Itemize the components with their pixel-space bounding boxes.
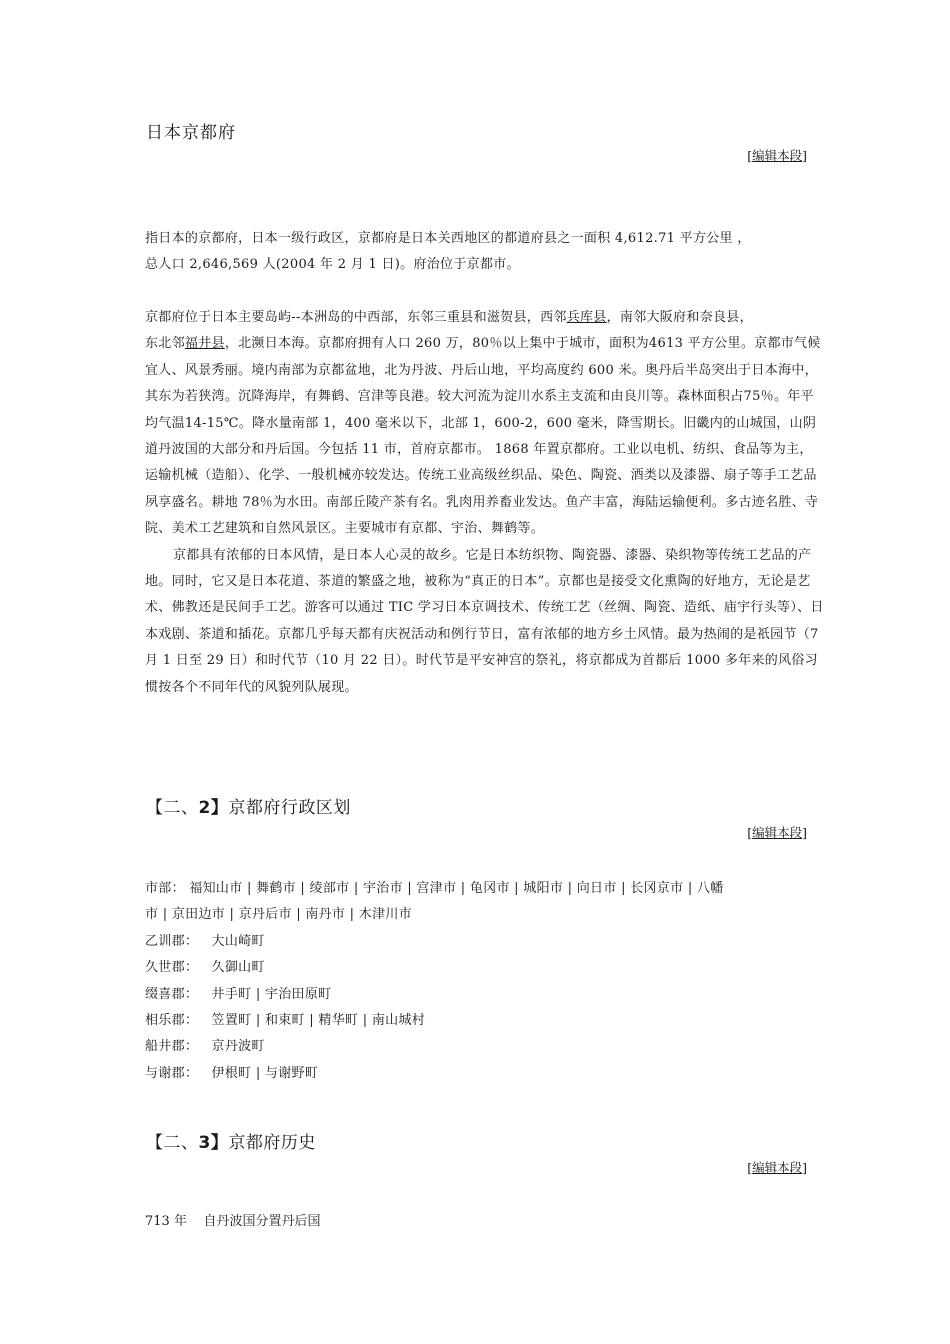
section-title-admin — [146, 793, 351, 818]
culture-paragraph: 京都具有浓郁的日本风情，是日本人心灵的故乡。它是日本纺织物、陶瓷器、漆器、染织物等传统工艺品的产地。同时，它又是日本花道、茶道的繁盛之地，被称为“真正的日本”。京都也是接受文化熏陶的好地方，无论是艺术、佛教还是民间手工艺。游客可以通过 TIC 学习日本京调技术、传统工艺（丝绸、陶瓷、造纸、庙宇行头等）、日本戏剧、茶道和插花。京都几乎每天都有庆祝活动和例行节日，富有浓郁的地方乡土风情。最为热闹的是祇园节（7 月 1 日至 29 日）和时代节（10 月 22 日）。时代节是平安神宫的祭礼，将京都成为首都后 1000 多年来的风俗习惯按各个不同年代的风貌列队展现。 — [145, 547, 824, 695]
intro-line-1: 指日本的京都府，日本一级行政区，京都府是日本关西地区的都道府县之一面积 4,612.71 平方公里 ， — [145, 231, 751, 246]
history-year: 713 年 — [145, 1214, 187, 1229]
district-row — [145, 982, 825, 1008]
district-row — [145, 929, 825, 955]
section-bracket: 【二、 — [146, 1133, 199, 1153]
geo-text-a: 京都府位于日本主要岛屿--本洲岛的中西部，东邻三重县和滋贺县，西邻 — [145, 310, 567, 325]
page-title: 日本京都府 — [146, 123, 236, 143]
section-bracket: 【二、 — [146, 798, 199, 818]
district-label: 乙训郡： — [145, 933, 199, 949]
section-title-text: 京都府行政区划 — [228, 798, 351, 818]
district-label: 船井郡： — [145, 1039, 199, 1055]
district-row — [145, 1008, 825, 1034]
district-towns: 大山崎町 — [211, 933, 265, 949]
district-label: 久世郡： — [145, 960, 199, 976]
edit-section-link-1[interactable]: [编辑本段] — [747, 148, 807, 163]
geo-text-c: 东北邻 — [145, 336, 185, 352]
history-text: 自丹波国分置丹后国 — [203, 1214, 321, 1229]
cities-line-2: 市 | 京田边市 | 京丹后市 | 南丹市 | 木津川市 — [145, 907, 412, 923]
section-number: 2】 — [198, 798, 229, 818]
intro-paragraph — [145, 226, 825, 279]
district-row — [145, 1061, 825, 1087]
district-label: 缀喜郡： — [145, 986, 199, 1002]
intro-line-2: 总人口 2,646,569 人(2004 年 2 月 1 日)。府治位于京都市。 — [145, 257, 520, 273]
geography-paragraph — [145, 305, 825, 701]
edit-section-label[interactable]: 编辑本段 — [752, 148, 803, 163]
history-entry — [145, 1210, 321, 1229]
cities-line-1: 市部： 福知山市 | 舞鹤市 | 绫部市 | 宇治市 | 宫津市 | 龟冈市 | 城阳市 | 向日市 | 长冈京市 | 八幡 — [145, 881, 724, 896]
edit-section-label[interactable]: 编辑本段 — [752, 825, 803, 840]
district-label: 相乐郡： — [145, 1013, 199, 1029]
section-title-text: 京都府历史 — [228, 1133, 316, 1153]
edit-section-link-3[interactable]: [编辑本段] — [747, 1160, 807, 1175]
district-row — [145, 955, 825, 981]
geography-text — [145, 305, 825, 543]
edit-section-label[interactable]: 编辑本段 — [752, 1160, 803, 1175]
district-towns: 笠置町 | 和束町 | 精华町 | 南山城村 — [211, 1013, 426, 1029]
district-row — [145, 1034, 825, 1060]
district-towns: 京丹波町 — [211, 1039, 265, 1055]
section-title-history — [146, 1128, 316, 1153]
district-towns: 久御山町 — [211, 960, 265, 976]
geo-text-b: ，南邻大阪府和奈良县， — [606, 310, 753, 325]
fukui-link[interactable]: 福井县 — [184, 336, 225, 352]
admin-divisions-list — [145, 876, 825, 1087]
hyogo-link[interactable]: 兵库县 — [566, 310, 607, 325]
section-number: 3】 — [198, 1133, 229, 1153]
edit-section-link-2[interactable]: [编辑本段] — [747, 825, 807, 840]
district-towns: 伊根町 | 与谢野町 — [211, 1065, 319, 1081]
district-label: 与谢郡： — [145, 1065, 199, 1081]
district-towns: 井手町 | 宇治田原町 — [211, 986, 332, 1002]
geo-text-d: ，北濒日本海。京都府拥有人口 260 万，80％以上集中于城市，面积为4613 平方公里。京都市气候宜人、风景秀丽。境内南部为京都盆地，北为丹波、丹后山地，平均高度约 600 米。奥丹后半岛突出于日本海中，其东为若狭湾。沉降海岸，有舞鹤、宫津等良港。较大河流为淀川水系主支流和由良川等。森林面积占75％。年平均气温14-15℃。降水量南部 1，400 毫米以下，北部 1，600-2，600 毫米，降雪期长。旧畿内的山城国，山阴道丹波国的大部分和丹后国。今包括 11 市，首府京都市。 1868 年置京都府。工业以电机、纺织、食品等为主，运输机械（造船）、化学、一般机械亦较发达。传统工业高级丝织品、染色、陶瓷、酒类以及漆器、扇子等手工艺品夙享盛名。耕地 78％为水田。南部丘陵产茶有名。乳肉用养畜业发达。鱼产丰富，海陆运输便利。多古迹名胜、寺院、美术工艺建筑和自然风景区。主要城市有京都、宇治、舞鹤等。 — [145, 336, 821, 537]
